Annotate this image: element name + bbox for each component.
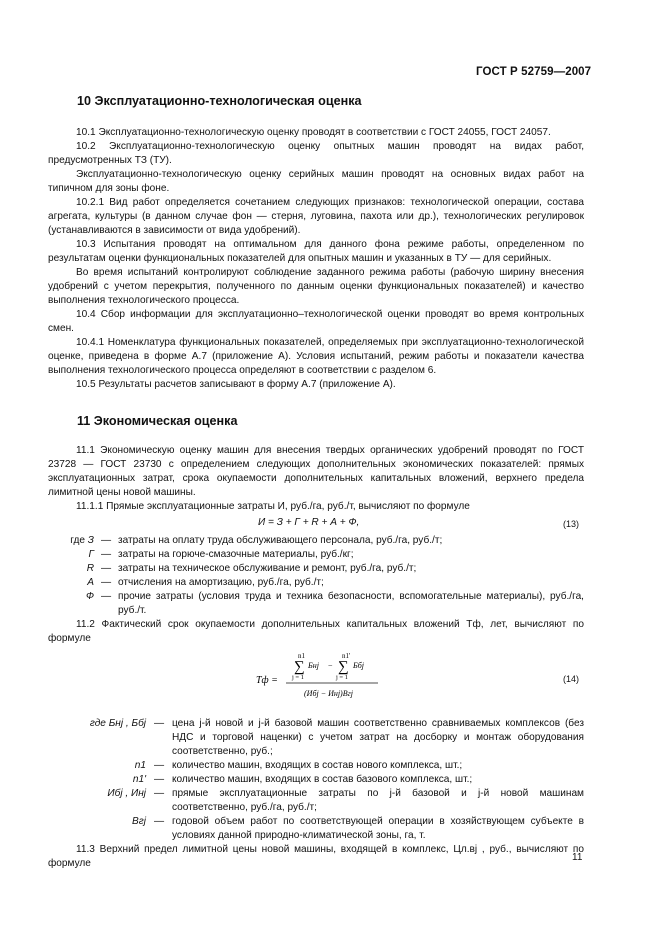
paragraph: 11.1.1 Прямые эксплуатационные затраты И, руб./га, руб./т, вычисляют по формуле (76, 501, 470, 512)
definition-dash: — (100, 591, 112, 602)
paragraph: 10.2.1 Вид работ определяется сочетанием следующих признаков: технологической операции, состава агрегата, культуры (в данном случае фон — стерня, луговина, пахота или др.), технологических регулировок (устанавливаются в зависимости от вида удобрений). (48, 197, 584, 236)
definition-text: цена j-й новой и j-й базовой машин соответственно сравниваемых комплексов (без НДС и торговой наценки) с учетом затрат на досборку и монтаж оборудования соответственно, руб.; (172, 718, 584, 757)
paragraph: 10.4.1 Номенклатура функциональных показателей, определяемых при эксплуатационно-технологической оценке, приведена в форме А.7 (приложение А). Условия испытаний, режим работы и показатели качества выполнения технологического процесса определяют в соответствии с разделом 6. (48, 337, 584, 376)
definition-dash: — (153, 816, 165, 827)
definition-dash: — (100, 577, 112, 588)
term1: Бнj (308, 661, 319, 670)
document-id: ГОСТ Р 52759—2007 (476, 66, 592, 78)
formula-13-expression: И = З + Г + R + А + Ф, (258, 517, 360, 528)
definition-text: прочие затраты (условия труда и техника безопасности, вспомогательные материалы), руб./га, руб./т. (118, 591, 584, 616)
definition-dash: — (100, 549, 112, 560)
definition-text: количество машин, входящих в состав базового комплекса, шт.; (172, 774, 473, 785)
definition-dash: — (153, 760, 165, 771)
formula-14-number: (14) (562, 673, 579, 684)
definition-symbol: Вгj (132, 816, 146, 827)
formula-14-lhs: Тф = (256, 675, 278, 686)
definition-text: количество машин, входящих в состав нового комплекса, шт.; (172, 760, 463, 771)
section-10-title: 10 Эксплуатационно-технологическая оценка (77, 94, 362, 108)
definition-dash: — (100, 535, 112, 546)
paragraph: Во время испытаний контролируют соблюдение заданного режима работы (рабочую ширину внесения удобрений с учетом перекрытия, полученного по данным оценки функциональных показателей) и качество выполнения технологического процесса. (48, 267, 584, 306)
section-10-body (48, 126, 584, 392)
definition-symbol: n1 (134, 760, 146, 771)
formula-13 (48, 516, 584, 531)
definition-symbol: n1' (132, 774, 146, 785)
section-11-body (48, 444, 584, 871)
minus-sign: − (328, 661, 333, 670)
definition-text: отчисления на амортизацию, руб./га, руб./т; (118, 577, 324, 588)
paragraph: 11.2 Фактический срок окупаемости дополнительных капитальных вложений Тф, лет, вычисляют по формуле (48, 619, 584, 644)
denominator: (Ибj − Инj)Вгj (304, 689, 353, 698)
paragraph: Эксплуатационно-технологическую оценку серийных машин проводят на основных видах работ на типичном для зоны фоне. (48, 169, 584, 194)
definition-text: прямые эксплуатационные затраты по j-й базовой и j-й новой машинам соответственно, руб./га, руб./т; (172, 788, 584, 813)
paragraph: 10.5 Результаты расчетов записывают в форму А.7 (приложение А). (76, 379, 396, 390)
where-label: где (70, 535, 85, 546)
formula-14 (48, 649, 584, 707)
definition-text: затраты на горюче-смазочные материалы, руб./кг; (118, 549, 354, 560)
definition-text: затраты на техническое обслуживание и ремонт, руб./га, руб./т; (118, 563, 417, 574)
definition-symbol (48, 534, 94, 548)
sum2-upper: n1' (342, 652, 351, 660)
page-number: 11 (572, 852, 583, 863)
sum1-lower: j = 1 (292, 674, 304, 681)
paragraph: 10.3 Испытания проводят на оптимальном для данного фона режиме работы, определенном по результатам оценки функциональных показателей для опытных машин и указанных в ТУ — для серийных. (48, 239, 584, 264)
paragraph: 11.3 Верхний предел лимитной цены новой машины, входящей в комплекс, Цл.вj , руб., вычисляют по формуле (48, 844, 584, 869)
section-11-title: 11 Экономическая оценка (77, 414, 238, 428)
sum1-sigma-icon: ∑ (294, 659, 305, 675)
formula-14-definitions (48, 717, 584, 843)
definition-symbol: Ф (85, 591, 94, 602)
paragraph: 10.1 Эксплуатационно-технологическую оценку проводят в соответствии с ГОСТ 24055, ГОСТ 24057. (76, 127, 551, 138)
formula-13-number: (13) (562, 519, 579, 529)
definition-symbol: Г (88, 549, 94, 560)
symbol-z: З (87, 535, 94, 546)
definition-text: годовой объем работ по соответствующей операции в хозяйствующем субъекте в условиях данной природно-климатической зоны, га, т. (172, 816, 584, 841)
paragraph: 11.1 Экономическую оценку машин для внесения твердых органических удобрений проводят по ГОСТ 23728 — ГОСТ 23730 с определением следующих дополнительных экономических показателей: прямых эксплуатационных затрат, срока окупаемости дополнительных капитальных вложений, верхнего предела лимитной цены новой машины. (48, 445, 584, 498)
definition-text: затраты на оплату труда обслуживающего персонала, руб./га, руб./т; (118, 535, 443, 546)
definition-dash: — (153, 718, 165, 729)
definition-symbol: А (87, 577, 94, 588)
definition-symbol: где Бнj , Ббj (89, 718, 146, 729)
formula-13-definitions (48, 534, 584, 618)
sum2-lower: j = 1 (336, 674, 348, 681)
definition-dash: — (153, 774, 165, 785)
definition-dash: — (100, 563, 112, 574)
sum2-sigma-icon: ∑ (338, 659, 349, 675)
definition-symbol: R (86, 563, 94, 574)
definition-symbol: Ибj , Инj (107, 788, 146, 799)
sum1-upper: n1 (298, 652, 305, 660)
paragraph: 10.2 Эксплуатационно-технологическую оценку опытных машин проводят на видах работ, предусмотренных ТЗ (ТУ). (48, 141, 584, 166)
definition-dash: — (153, 788, 165, 799)
paragraph: 10.4 Сбор информации для эксплуатационно–технологической оценки проводят во время контрольных смен. (48, 309, 584, 334)
formula-14-fraction (256, 649, 386, 707)
term2: Ббj (353, 661, 364, 670)
